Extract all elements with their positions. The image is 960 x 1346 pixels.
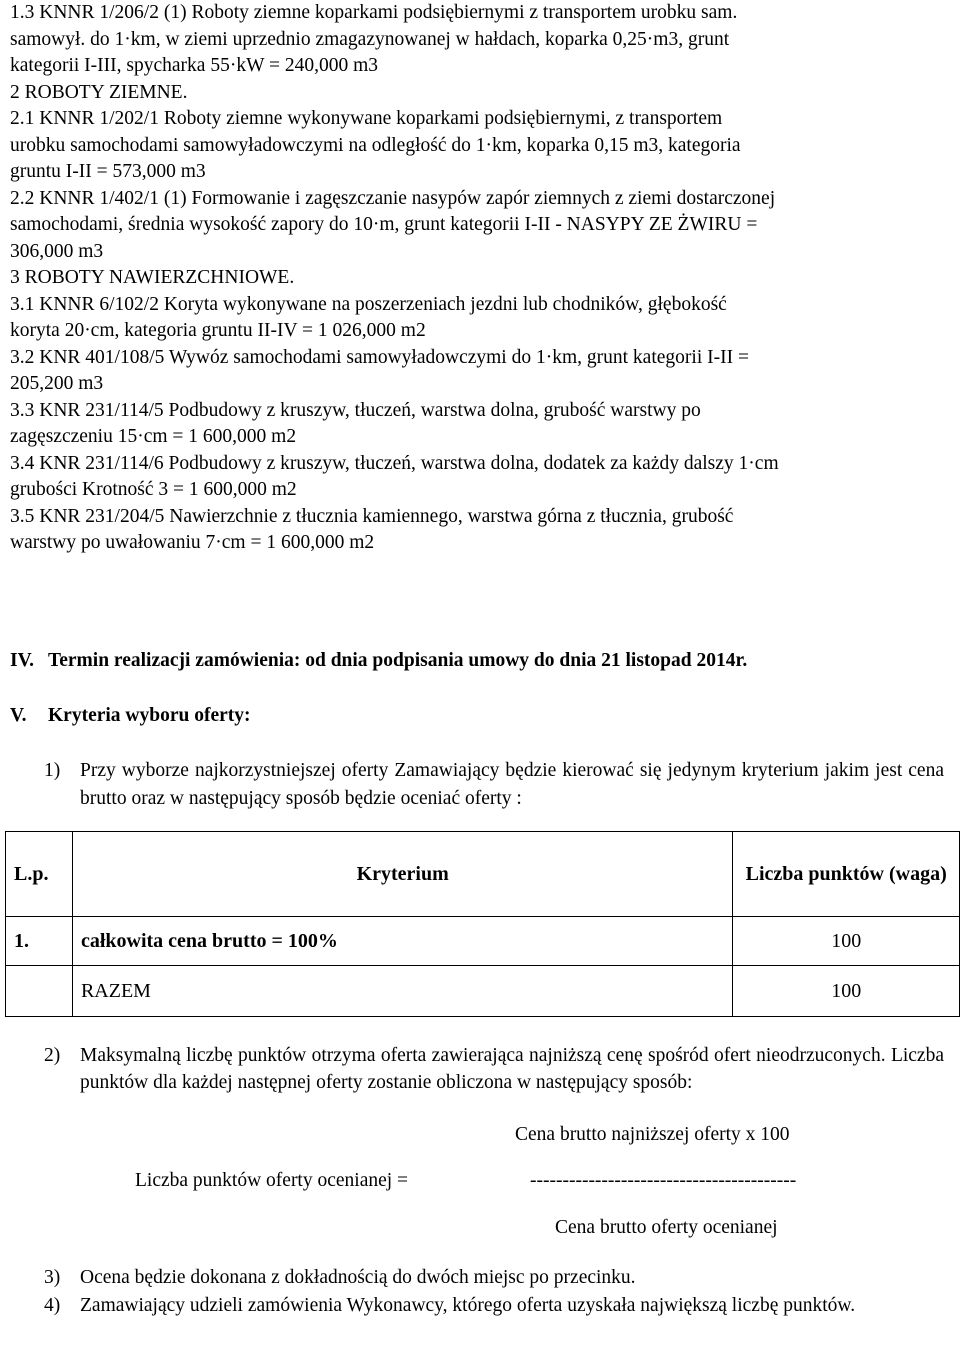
header-criterion: Kryterium xyxy=(72,832,732,917)
header-points: Liczba punktów (waga) xyxy=(733,832,960,917)
list-line: 3.1 KNNR 6/102/2 Koryta wykonywane na poszerzeniach jezdni lub chodników, głębokość xyxy=(10,293,727,315)
list-line: kategorii I-III, spycharka 55·kW = 240,000 m3 xyxy=(10,55,379,76)
list-line: warstwy po uwałowaniu 7·cm = 1 600,000 m2 xyxy=(10,532,375,553)
item-text: Zamawiający udzieli zamówienia Wykonawcy, którego oferta uzyskała największą liczbę punktów. xyxy=(80,1295,856,1316)
cost-estimate-list xyxy=(10,0,945,557)
list-line: 3.2 KNR 401/108/5 Wywóz samochodami samowyładowczymi do 1·km, grunt kategorii I-II = xyxy=(10,346,749,368)
list-line: grubości Krotność 3 = 1 600,000 m2 xyxy=(10,479,297,500)
list-line: 2.1 KNNR 1/202/1 Roboty ziemne wykonywane koparkami podsiębiernymi, z transportem xyxy=(10,108,723,129)
item-text: Maksymalną liczbę punktów otrzyma oferta zawierająca najniższą cenę spośród ofert nieodrzuconych. Liczba punktów dla każdej następnej oferty zostanie obliczona w następujący sposób: xyxy=(80,1045,944,1093)
list-line: urobku samochodami samowyładowczymi na odległość do 1·km, koparka 0,15 m3, kategoria xyxy=(10,134,741,156)
section-number: IV. xyxy=(10,650,35,671)
item-text: Ocena będzie dokonana z dokładnością do dwóch miejsc po przecinku. xyxy=(80,1267,636,1288)
row-criterion: całkowita cena brutto = 100% xyxy=(72,917,732,966)
list-line: zagęszczeniu 15·cm = 1 600,000 m2 xyxy=(10,426,297,447)
item-number: 3) xyxy=(44,1267,61,1288)
list-line: 3.5 KNR 231/204/5 Nawierzchnie z tłucznia kamiennego, warstwa górna z tłucznia, grubość xyxy=(10,505,734,527)
table-row xyxy=(6,917,960,966)
formula-fraction-line: ----------------------------------------- xyxy=(530,1170,797,1191)
section-heading-3: 3 ROBOTY NAWIERZCHNIOWE. xyxy=(10,267,295,288)
list-line: 3.3 KNR 231/114/5 Podbudowy z kruszyw, tłuczeń, warstwa dolna, grubość warstwy po xyxy=(10,399,701,421)
list-line: gruntu I-II = 573,000 m3 xyxy=(10,161,206,182)
item-number: 4) xyxy=(44,1295,61,1316)
criteria-item-3 xyxy=(44,1264,944,1292)
criteria-table xyxy=(5,831,960,1017)
list-line: koryta 20·cm, kategoria gruntu II-IV = 1 026,000 m2 xyxy=(10,320,426,341)
formula-numerator: Cena brutto najniższej oferty x 100 xyxy=(515,1124,790,1145)
list-line: samowył. do 1·km, w ziemi uprzednio zmagazynowanej w hałdach, koparka 0,25·m3, grunt xyxy=(10,28,730,50)
section-text: Termin realizacji zamówienia: od dnia podpisania umowy do dnia 21 listopad 2014r. xyxy=(48,650,748,671)
row-lp: 1. xyxy=(6,917,73,966)
header-lp: L.p. xyxy=(6,832,73,917)
criteria-item-2 xyxy=(44,1042,944,1096)
section-text: Kryteria wyboru oferty: xyxy=(48,705,251,726)
row-points: 100 xyxy=(733,966,960,1017)
item-number: 1) xyxy=(44,760,61,781)
row-points: 100 xyxy=(733,917,960,966)
table-row-total xyxy=(6,966,960,1017)
criteria-item-1 xyxy=(44,757,944,813)
criteria-item-4 xyxy=(44,1292,944,1320)
list-line: 205,200 m3 xyxy=(10,373,104,394)
formula-lhs: Liczba punktów oferty ocenianej = xyxy=(135,1170,409,1191)
list-line: 306,000 m3 xyxy=(10,240,104,262)
item-number: 2) xyxy=(44,1045,61,1066)
row-lp xyxy=(6,966,73,1017)
row-criterion: RAZEM xyxy=(72,966,732,1017)
item-text: Przy wyborze najkorzystniejszej oferty Zamawiający będzie kierować się jedynym kryterium jakim jest cena brutto oraz w następujący sposób będzie oceniać oferty : xyxy=(80,760,944,809)
table-header-row xyxy=(6,832,960,917)
section-v-heading xyxy=(10,705,251,727)
formula-denominator: Cena brutto oferty ocenianej xyxy=(555,1217,778,1238)
list-line: samochodami, średnia wysokość zapory do 10·m, grunt kategorii I-II - NASYPY ZE ŻWIRU = xyxy=(10,214,758,235)
list-line: 2.2 KNNR 1/402/1 (1) Formowanie i zagęszczanie nasypów zapór ziemnych z ziemi dostarczonej xyxy=(10,187,776,209)
section-iv-deadline xyxy=(10,650,747,672)
section-number: V. xyxy=(10,705,27,726)
list-line: 3.4 KNR 231/114/6 Podbudowy z kruszyw, tłuczeń, warstwa dolna, dodatek za każdy dalszy 1·cm xyxy=(10,452,779,474)
list-line: 1.3 KNNR 1/206/2 (1) Roboty ziemne koparkami podsiębiernymi z transportem urobku sam. xyxy=(10,2,738,23)
section-heading-2: 2 ROBOTY ZIEMNE. xyxy=(10,81,188,103)
